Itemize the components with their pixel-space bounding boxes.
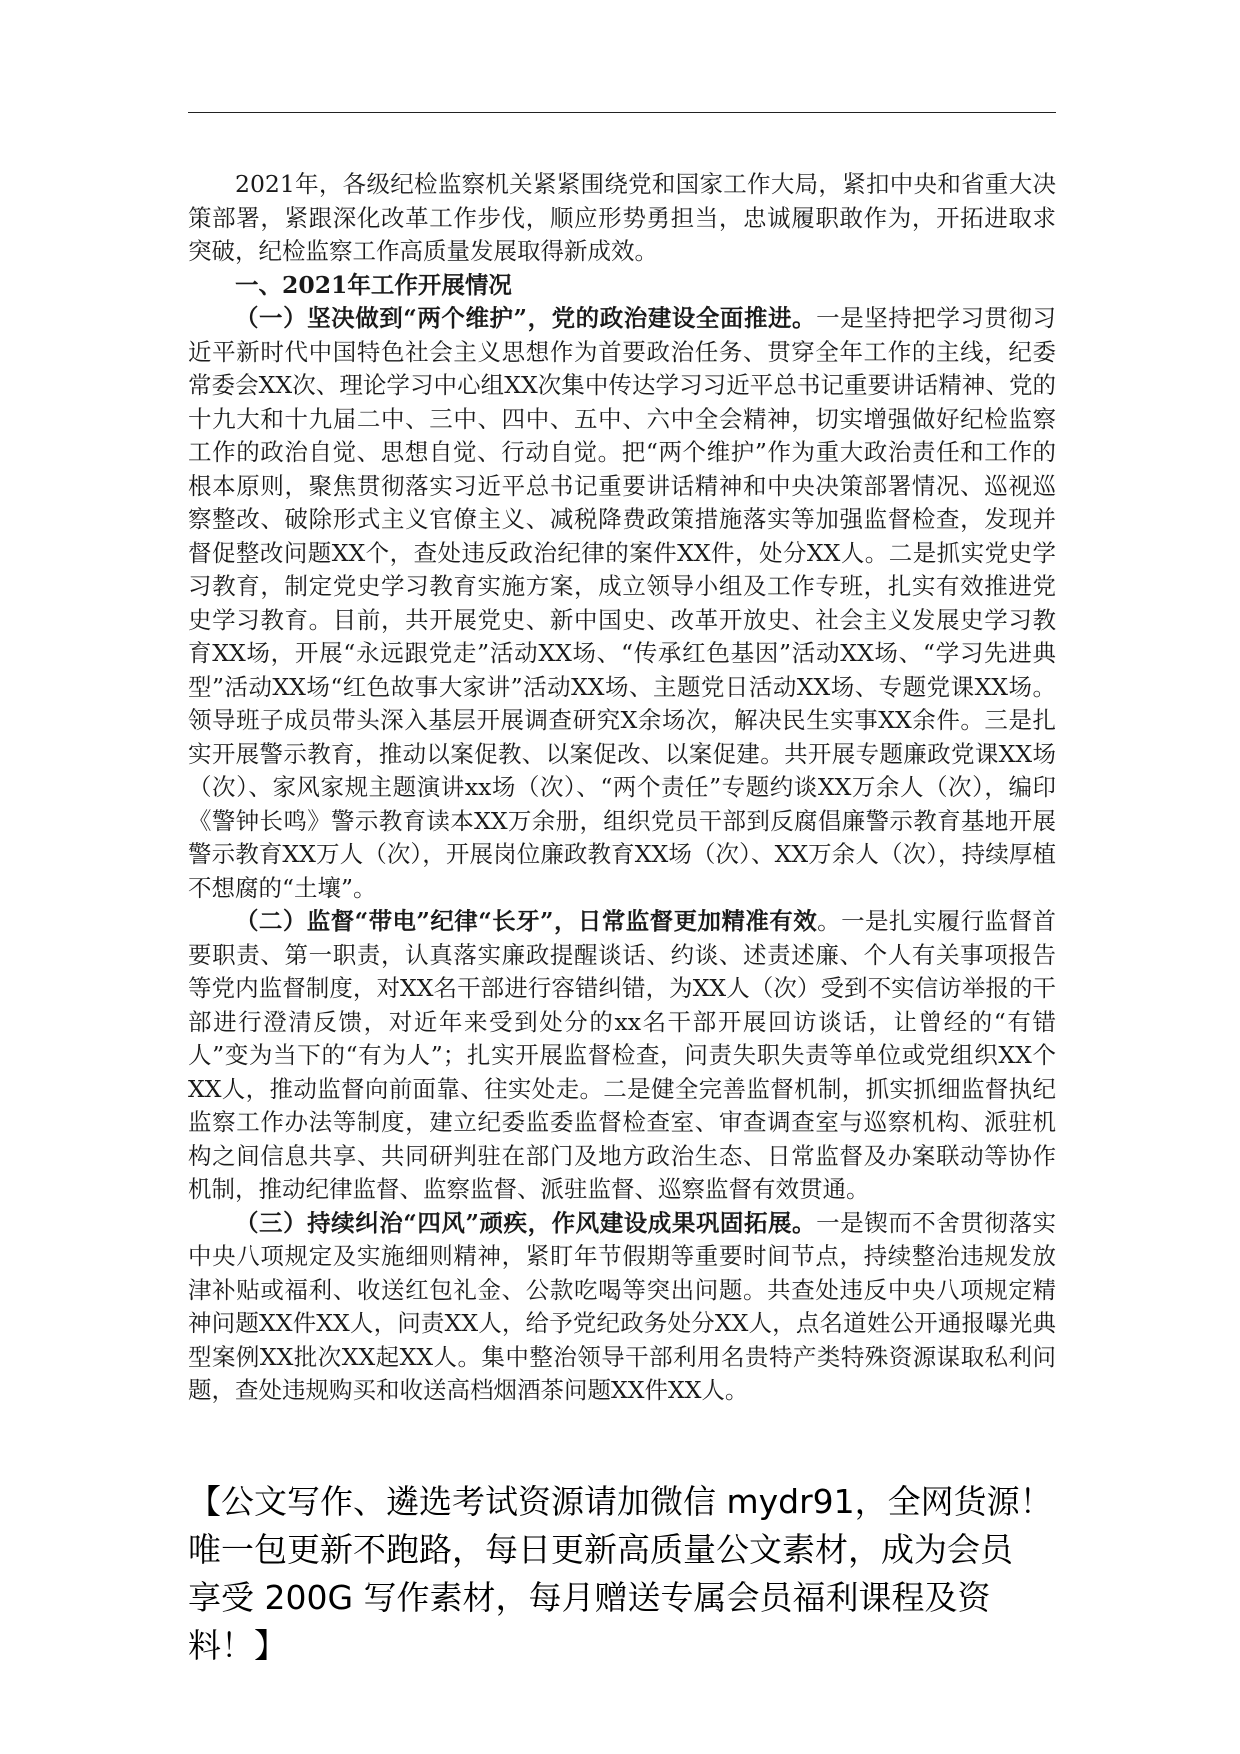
section-paragraph-3 <box>188 1207 1056 1408</box>
promo-line-3: 享受 200G 写作素材，每月赠送专属会员福利课程及资 <box>188 1578 991 1617</box>
section-paragraph-1 <box>188 302 1056 905</box>
header-rule <box>188 112 1056 113</box>
promo-line-1: 【公文写作、遴选考试资源请加微信 mydr91，全网货源！ <box>188 1482 1053 1521</box>
promo-line-2: 唯一包更新不跑路，每日更新高质量公文素材，成为会员 <box>188 1530 1013 1569</box>
promo-line-4: 料！】 <box>188 1626 287 1665</box>
section-lead-1: （一）坚决做到“两个维护”，党的政治建设全面推进。 <box>235 304 817 332</box>
section-lead-2: （二）监督“带电”纪律“长牙”，日常监督更加精准有效 <box>235 907 818 935</box>
section-body-3: 一是锲而不舍贯彻落实中央八项规定及实施细则精神，紧盯年节假期等重要时间节点，持续整治违规发放津补贴或福利、收送红包礼金、公款吃喝等突出问题。共查处违反中央八项规定精神问题XX件XX人，问责XX人，给予党纪政务处分XX人，点名道姓公开通报曝光典型案例XX批次XX起XX人。集中整治领导干部利用名贵特产类特殊资源谋取私利问题，查处违规购买和收送高档烟酒茶问题XX件XX人。 <box>188 1208 1056 1404</box>
section-body-1: 一是坚持把学习贯彻习近平新时代中国特色社会主义思想作为首要政治任务、贯穿全年工作的主线，纪委常委会XX次、理论学习中心组XX次集中传达学习习近平总书记重要讲话精神、党的十九大和十九届二中、三中、四中、五中、六中全会精神，切实增强做好纪检监察工作的政治自觉、思想自觉、行动自觉。把“两个维护”作为重大政治责任和工作的根本原则，聚焦贯彻落实习近平总书记重要讲话精神和中央决策部署情况、巡视巡察整改、破除形式主义官僚主义、减税降费政策措施落实等加强监督检查，发现并督促整改问题XX个，查处违反政治纪律的案件XX件，处分XX人。二是抓实党史学习教育，制定党史学习教育实施方案，成立领导小组及工作专班，扎实有效推进党史学习教育。目前，共开展党史、新中国史、改革开放史、社会主义发展史学习教育XX场，开展“永远跟党走”活动XX场、“传承红色基因”活动XX场、“学习先进典型”活动XX场“红色故事大家讲”活动XX场、主题党日活动XX场、专题党课XX场。领导班子成员带头深入基层开展调查研究X余场次，解决民生实事XX余件。三是扎实开展警示教育，推动以案促教、以案促改、以案促建。共开展专题廉政党课XX场（次）、家风家规主题演讲xx场（次）、“两个责任”专题约谈XX万余人（次），编印《警钟长鸣》警示教育读本XX万余册，组织党员干部到反腐倡廉警示教育基地开展警示教育XX万人（次），开展岗位廉政教育XX场（次）、XX万余人（次），持续厚植不想腐的“土壤”。 <box>188 304 1056 902</box>
section-heading: 一、2021年工作开展情况 <box>235 270 512 299</box>
section-body-2: 。一是扎实履行监督首要职责、第一职责，认真落实廉政提醒谈话、约谈、述责述廉、个人有关事项报告等党内监督制度，对XX名干部进行容错纠错，为XX人（次）受到不实信访举报的干部进行澄清反馈，对近年来受到处分的xx名干部开展回访谈话，让曾经的“有错人”变为当下的“有为人”；扎实开展监督检查，问责失职失责等单位或党组织XX个XX人，推动监督向前面靠、往实处走。二是健全完善监督机制，抓实抓细监督执纪监察工作办法等制度，建立纪委监委监督检查室、审查调查室与巡察机构、派驻机构之间信息共享、共同研判驻在部门及地方政治生态、日常监督及办案联动等协作机制，推动纪律监督、监察监督、派驻监督、巡察监督有效贯通。 <box>188 907 1056 1203</box>
document-body <box>188 168 1056 1408</box>
section-paragraph-2 <box>188 905 1056 1207</box>
intro-paragraph: 2021年，各级纪检监察机关紧紧围绕党和国家工作大局，紧扣中央和省重大决策部署，紧跟深化改革工作步伐，顺应形势勇担当，忠诚履职敢作为，开拓进取求突破，纪检监察工作高质量发展取得新成效。 <box>188 170 1056 265</box>
section-lead-3: （三）持续纠治“四风”顽疾，作风建设成果巩固拓展。 <box>235 1208 817 1237</box>
promo-notice <box>188 1478 1068 1670</box>
